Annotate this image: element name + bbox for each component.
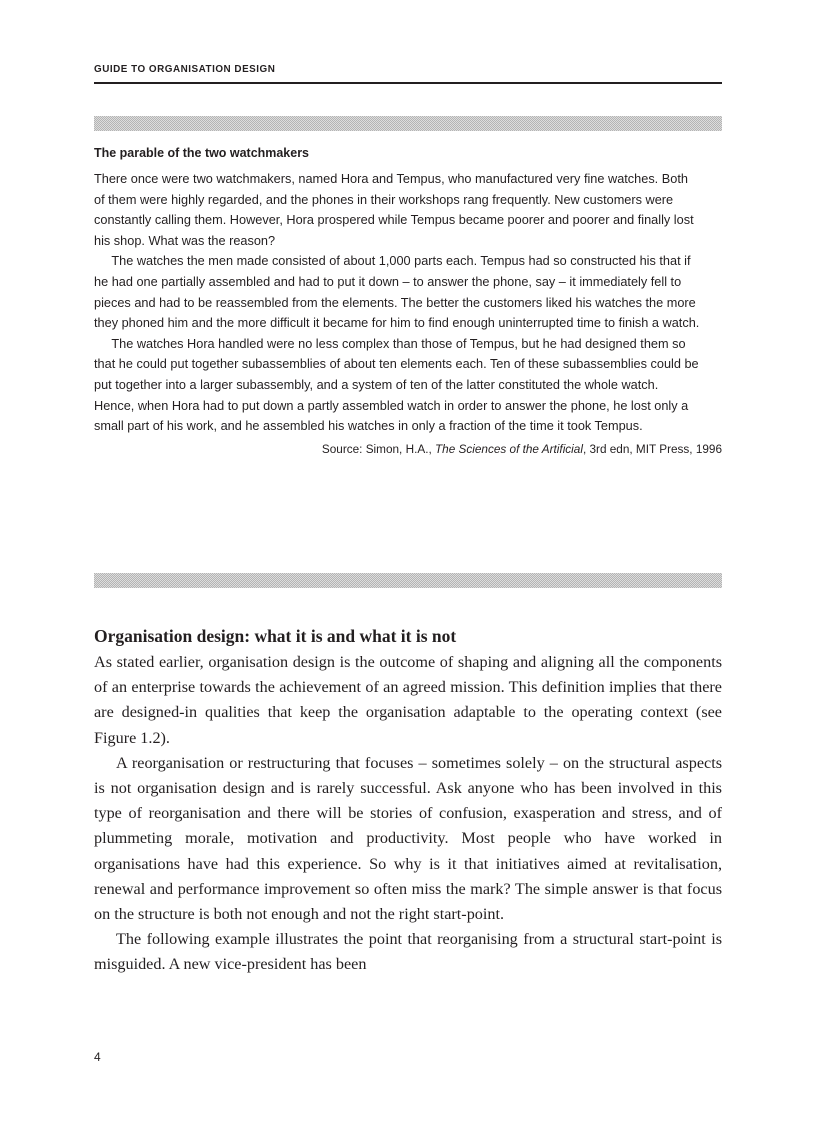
section-heading: Organisation design: what it is and what it is not — [94, 626, 457, 646]
feature-box-top-rule — [94, 116, 722, 131]
feature-box-bottom-rule — [94, 573, 722, 588]
source-prefix: Source: Simon, H.A., — [321, 441, 436, 456]
feature-box-paragraph-3: The watches Hora handled were no less complex than those of Tempus, but he had designed them so that he could put together subassemblies of about ten elements each. Ten of these subassemblies could be put together into a larger subassembly, and a system of ten of the latter constituted the whole watch. Hence, when Hora had to put down a partly assembled watch in order to answer the phone, he lost only a small part of his work, and he assembled his watches in only a fraction of the time it took Tempus. — [94, 335, 699, 434]
running-head-rule — [94, 82, 722, 84]
feature-box-paragraph-1: There once were two watchmakers, named Hora and Tempus, who manufactured very fine watches. Both of them were highly regarded, and the phones in their workshops rang frequently. New customers were constantly calling them. However, Hora prospered while Tempus became poorer and poorer and finally lost his shop. What was the reason? — [94, 171, 694, 248]
feature-box — [94, 144, 722, 459]
main-section — [94, 625, 722, 978]
feature-box-title: The parable of the two watchmakers — [94, 145, 309, 160]
main-paragraph-3: The following example illustrates the point that reorganising from a structural start-point is misguided. A new vice-president has been — [94, 930, 722, 974]
running-head — [94, 62, 722, 84]
source-suffix: , 3rd edn, MIT Press, 1996 — [582, 441, 722, 456]
page-number: 4 — [94, 1050, 101, 1064]
source-title: The Sciences of the Artificial — [435, 441, 583, 456]
main-paragraph-2: A reorganisation or restructuring that focuses – sometimes solely – on the structural aspects is not organisation design and is rarely successful. Ask anyone who has been involved in this type of reorganisation and there will be stories of confusion, exasperation and stress, and of plummeting morale, motivation and productivity. Most people who have worked in organisations have had this experience. So why is it that initiatives aimed at revitalisation, renewal and performance improvement so often miss the mark? The simple answer is that focus on the structure is both not enough and not the right start-point. — [94, 753, 722, 924]
running-head-label: GUIDE TO ORGANISATION DESIGN — [94, 63, 276, 75]
feature-box-paragraph-2: The watches the men made consisted of about 1,000 parts each. Tempus had so constructed his that if he had one partially assembled and had to put it down – to answer the phone, say – it immediately fell to pieces and had to be reassembled from the elements. The better the customers liked his watches the more they phoned him and the more difficult it became for him to find enough uninterrupted time to finish a watch. — [94, 253, 700, 331]
main-paragraph-1: As stated earlier, organisation design is the outcome of shaping and aligning all the components of an enterprise towards the achievement of an agreed mission. This definition implies that there are designed-in qualities that keep the organisation adaptable to the operating context (see Figure 1.2). — [94, 653, 722, 747]
feature-box-source — [116, 439, 722, 459]
